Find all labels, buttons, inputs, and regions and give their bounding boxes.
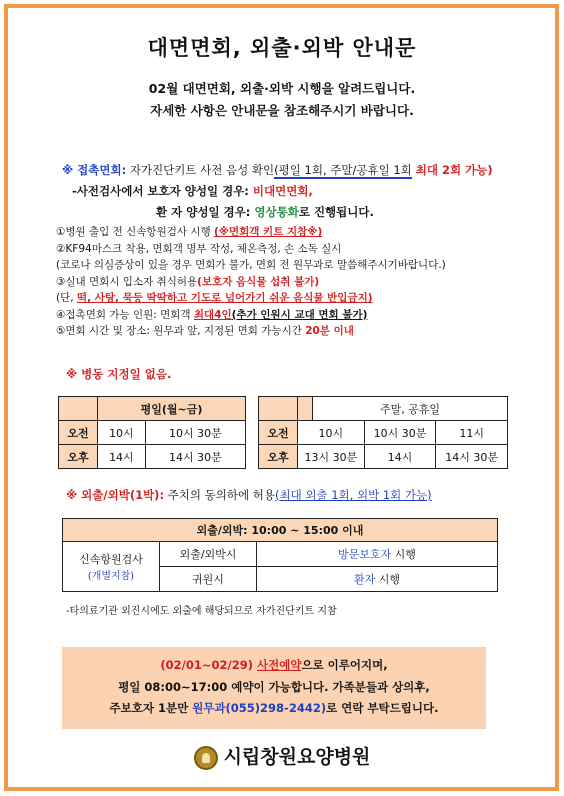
intro-line-1: 02월 대면면회, 외출·외박 시행을 알려드립니다. [148,81,416,96]
outing-limit: (최대 외출 1회, 외박 1회 가능) [275,488,432,502]
patient-suffix: 로 진행됩니다. [298,205,374,219]
hospital-logo-icon [194,746,218,770]
outing-section [66,487,432,503]
weekday-header: 평일(월~금) [98,397,246,421]
reservation-box: (02/01~02/29) 사전예약으로 이루어지며, 평일 08:00~17:00 예약이 가능합니다. 가족분들과 상의후, 주보호자 1분만 원무과(055)298-2442)로 연락 부탁드립니다. [62,647,486,729]
visit-limit: (평일 1회, 주말/공휴일 1회 [274,163,412,177]
table-row: 오후 13시 30분 14시 14시 30분 [259,445,508,469]
hospital-name: 시립창원요양병원 [223,746,371,768]
visit-text: 자가진단키트 사전 음성 확인 [126,163,275,177]
guardian-prefix: -사전검사에서 보호자 양성일 경우: [72,184,253,198]
outing-mark: ※ 외출/외박(1박): [66,488,165,502]
outing-text: 주치의 동의하에 허용 [164,488,275,502]
outing-table [62,518,498,592]
intro-line-2: 자세한 사항은 안내문을 참조해주시기 바랍니다. [150,103,414,118]
rapid-test-label: 신속항원검사 (개별지참) [63,542,160,592]
list-item: (단, 떡, 사탕, 묵등 딱딱하고 기도로 넘어가기 쉬운 음식물 반입금지) [56,292,373,304]
list-item: ③실내 면회시 입소자 취식허용(보호자 음식물 섭취 불가) [56,275,320,288]
ward-note: ※ 병동 지정일 없음. [66,367,172,381]
visit-max: 최대 2회 가능) [411,163,493,177]
patient-prefix: 환 자 양성일 경우: [156,205,255,219]
outside-visit-note: -타의료기관 외진시에도 외출에 해당되므로 자가진단키트 지참 [66,606,337,617]
weekend-schedule-table [258,396,508,469]
page-title: 대면면회, 외출·외박 안내문 [147,36,417,60]
outing-header: 외출/외박: 10:00 ~ 15:00 이내 [63,519,498,542]
table-row: 귀원시 환자 시행 [63,567,498,592]
list-item: (코로나 의심증상이 있을 경우 면회가 불가, 면회 전 원무과로 말씀해주시기바랍니다.) [56,259,446,271]
list-item: ①병원 출입 전 신속항원검사 시행 (※면회객 키트 지참※) [56,226,323,238]
intro-text [0,78,564,122]
weekend-header: 주말, 공휴일 [313,397,508,421]
table-row: 신속항원검사 (개별지참) 외출/외박시 방문보호자 시행 [63,542,498,567]
table-row: 오전 10시 10시 30분 11시 [259,421,508,445]
guardian-value: 비대면면회, [252,184,313,198]
patient-value: 영상통화 [254,205,299,219]
weekday-schedule-table [58,396,246,469]
visit-mark: ※ 접촉면회: [62,163,127,177]
list-item: ⑤면회 시간 및 장소: 원무과 앞, 지정된 면회 가능시간 20분 이내 [56,325,354,337]
visit-section [62,160,493,223]
list-item: ②KF94마스크 착용, 면회객 명부 작성, 체온측정, 손 소독 실시 [56,242,342,255]
list-item: ④접촉면회 가능 인원: 면회객 최대4인(추가 인원시 교대 면회 불가) [56,308,368,321]
visit-rules-list [56,224,446,340]
table-row: 오전 10시 10시 30분 [59,421,246,445]
hospital-logo [0,742,564,770]
table-row: 오후 14시 14시 30분 [59,445,246,469]
